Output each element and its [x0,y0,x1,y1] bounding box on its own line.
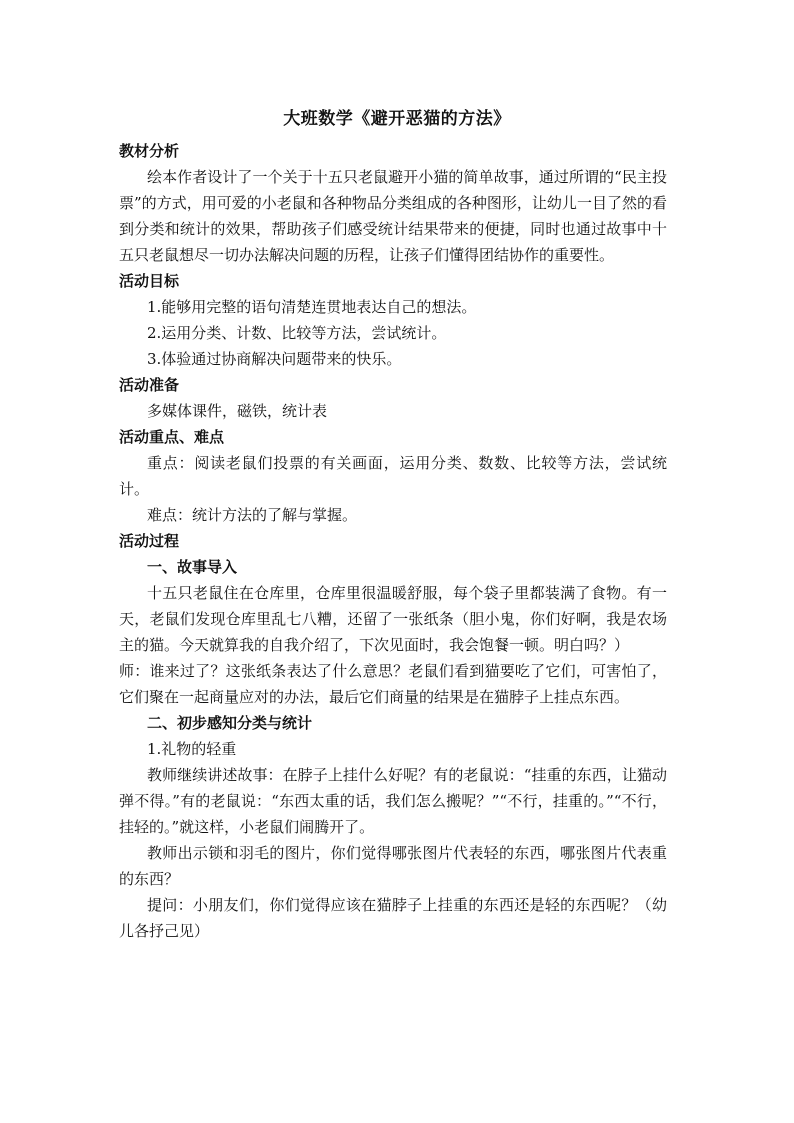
heading-preparation: 活动准备 [119,376,180,394]
key-point-paragraph: 重点：阅读老鼠们投票的有关画面，运用分类、数数、比较等方法，尝试统计。 [119,454,667,498]
part2-title: 二、初步感知分类与统计 [147,714,313,732]
part1-teacher-paragraph: 师：谁来过了？这张纸条表达了什么意思？老鼠们看到猫要吃了它们，可害怕了，它们聚在一起商量应对的办法，最后它们商量的结果是在猫脖子上挂点东西。 [119,662,667,706]
part2-story-paragraph: 教师继续讲述故事：在脖子上挂什么好呢？有的老鼠说：“挂重的东西，让猫动弹不得。”有的老鼠说：“东西太重的话，我们怎么搬呢？”“不行，挂重的。”“不行，挂轻的。”就这样，小老鼠们闹腾开了。 [119,766,667,836]
heading-goals: 活动目标 [119,272,180,290]
part2-question-paragraph: 提问：小朋友们，你们觉得应该在猫脖子上挂重的东西还是轻的东西呢？（幼儿各抒己见） [119,896,667,940]
page-title: 大班数学《避开恶猫的方法》 [283,109,511,129]
heading-key-points: 活动重点、难点 [119,428,225,446]
part2-pictures-paragraph: 教师出示锁和羽毛的图片，你们觉得哪张图片代表轻的东西，哪张图片代表重的东西？ [119,844,667,888]
part1-story-paragraph: 十五只老鼠住在仓库里，仓库里很温暖舒服，每个袋子里都装满了食物。有一天，老鼠们发现仓库里乱七八糟，还留了一张纸条（胆小鬼，你们好啊，我是农场主的猫。今天就算我的自我介绍了，下次见面时，我会饱餐一顿。明白吗？） [119,584,667,654]
goal-item-1: 1.能够用完整的语句清楚连贯地表达自己的想法。 [147,298,477,316]
preparation-text: 多媒体课件，磁铁，统计表 [147,402,328,420]
heading-materials: 教材分析 [119,142,180,160]
part2-subtitle: 1.礼物的轻重 [147,740,237,758]
difficult-point-paragraph: 难点：统计方法的了解与掌握。 [147,506,358,524]
heading-process: 活动过程 [119,532,180,550]
goal-item-2: 2.运用分类、计数、比较等方法，尝试统计。 [147,324,447,342]
materials-paragraph: 绘本作者设计了一个关于十五只老鼠避开小猫的简单故事，通过所谓的“民主投票”的方式，用可爱的小老鼠和各种物品分类组成的各种图形，让幼儿一目了然的看到分类和统计的效果，帮助孩子们感受统计结果带来的便捷，同时也通过故事中十五只老鼠想尽一切办法解决问题的历程，让孩子们懂得团结协作的重要性。 [119,168,667,264]
goal-item-3: 3.体验通过协商解决问题带来的快乐。 [147,350,402,368]
document-body [119,138,667,944]
part1-title: 一、故事导入 [147,558,238,576]
